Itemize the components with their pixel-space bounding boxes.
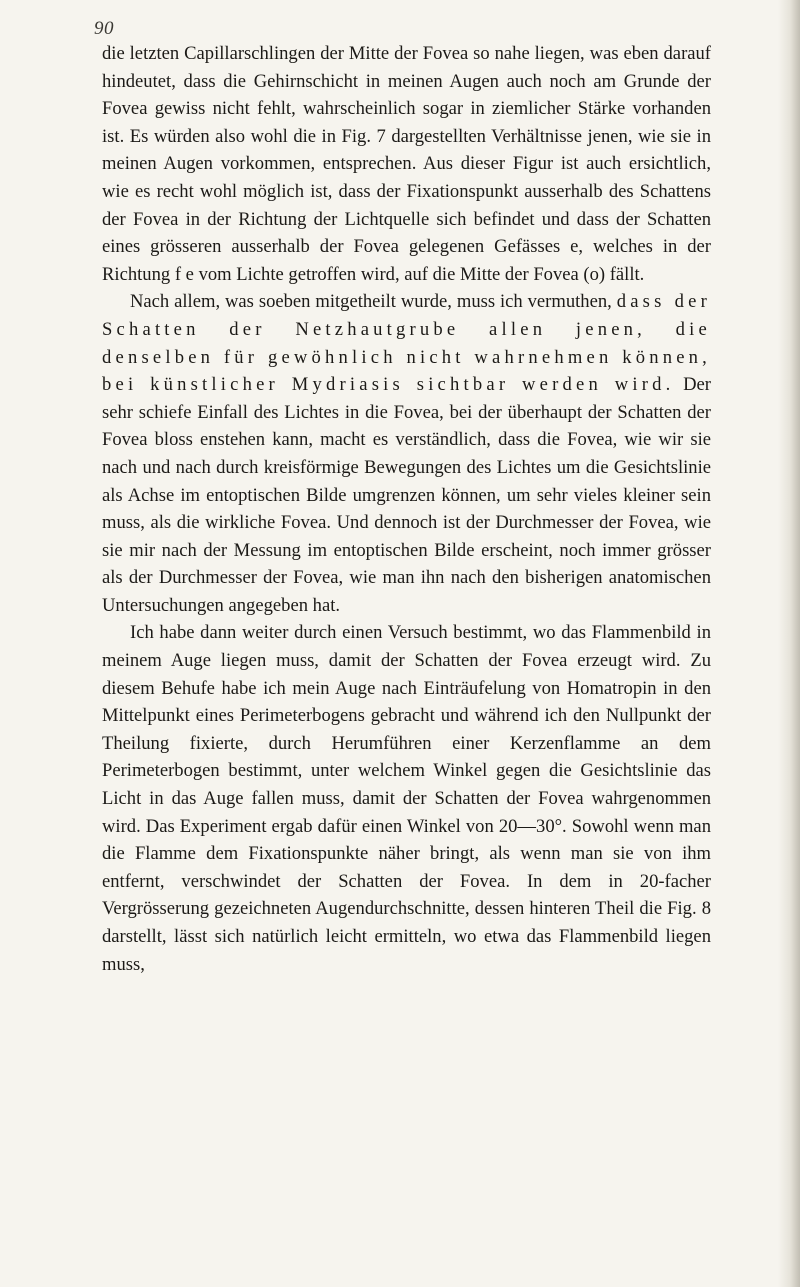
page-edge-shadow <box>778 0 800 1287</box>
paragraph <box>102 40 711 288</box>
body-text <box>102 40 711 978</box>
page-number: 90 <box>94 18 114 39</box>
emphasized-spaced-text: dass der Schatten der Netzhautgrube allen jenen, die denselben für gewöhnlich nicht wahrnehmen können, bei künstlicher Mydriasis sichtbar werden wird. <box>102 291 711 396</box>
paragraph-text: Der sehr schiefe Einfall des Lichtes in die Fovea, bei der überhaupt der Schatten der Fovea bloss enstehen kann, macht es verständlich, dass die Fovea, wie wir sie nach und nach durch kreisförmige Bewegungen des Lichtes um die Gesichtslinie als Achse im entoptischen Bilde umgrenzen können, um sehr vieles kleiner sein muss, als die wirkliche Fovea. Und dennoch ist der Durchmesser der Fovea, wie sie mir nach der Messung im entoptischen Bilde erscheint, noch immer grösser als der Durchmesser der Fovea, wie man ihn nach den bisherigen anatomischen Untersuchungen angegeben hat. <box>102 374 711 616</box>
paragraph-text: die letzten Capillarschlingen der Mitte der Fovea so nahe liegen, was eben darauf hindeutet, dass die Gehirnschicht in meinen Augen auch noch am Grunde der Fovea gewiss nicht fehlt, wahrscheinlich sogar in ziemlicher Stärke vorhanden ist. Es würden also wohl die in Fig. 7 dargestellten Verhältnisse jenen, wie sie in meinen Augen vorkommen, entsprechen. Aus dieser Figur ist auch ersichtlich, wie es recht wohl möglich ist, dass der Fixationspunkt ausserhalb des Schattens der Fovea in der Richtung der Lichtquelle sich befindet und dass der Schatten eines grösseren ausserhalb der Fovea gelegenen Gefässes e, welches in der Richtung f e vom Lichte getroffen wird, auf die Mitte der Fovea (o) fällt. <box>102 43 711 285</box>
paragraph <box>102 288 711 619</box>
paragraph <box>102 619 711 978</box>
paragraph-text: Ich habe dann weiter durch einen Versuch bestimmt, wo das Flammenbild in meinem Auge liegen muss, damit der Schatten der Fovea erzeugt wird. Zu diesem Behufe habe ich mein Auge nach Einträufelung von Homatropin in den Mittelpunkt eines Perimeterbogens gebracht und während ich den Nullpunkt der Theilung fixierte, durch Herumführen einer Kerzenflamme an dem Perimeterbogen bestimmt, unter welchem Winkel gegen die Gesichtslinie das Licht in das Auge fallen muss, damit der Schatten der Fovea wahrgenommen wird. Das Experiment ergab dafür einen Winkel von 20—30°. Sowohl wenn man die Flamme dem Fixationspunkte näher bringt, als wenn man sie von ihm entfernt, verschwindet der Schatten der Fovea. In dem in 20-facher Vergrösserung gezeichneten Augendurchschnitte, dessen hinteren Theil die Fig. 8 darstellt, lässt sich natürlich leicht ermitteln, wo etwa das Flammenbild liegen muss, <box>102 622 711 975</box>
paragraph-text: Nach allem, was soeben mitgetheilt wurde, muss ich vermuthen, <box>130 291 617 313</box>
